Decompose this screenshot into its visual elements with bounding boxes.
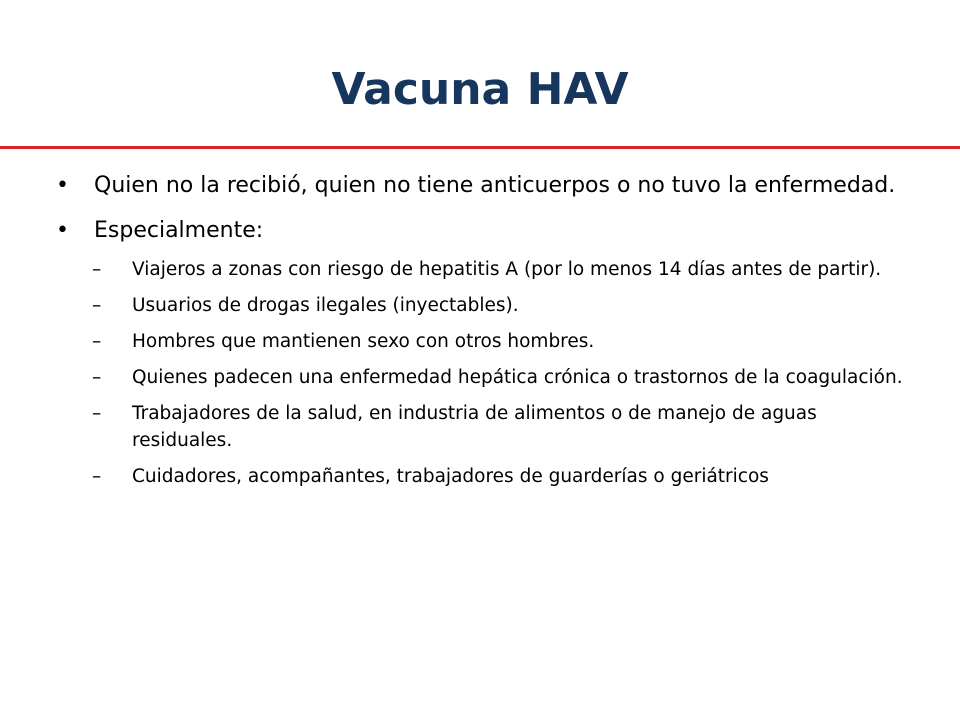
sub-bullet-msm [92,328,916,355]
bullet-dot-icon: • [56,218,69,243]
bullet-text: Especialmente: [94,218,264,243]
sub-bullet-text: Viajeros a zonas con riesgo de hepatitis A (por lo menos 14 días antes de partir). [132,259,882,280]
sub-bullet-liver-disease [92,364,916,391]
bullet-item-eligibility [56,170,916,201]
sub-bullet-caregivers [92,463,916,490]
sub-bullet-travelers [92,256,916,283]
en-dash-icon: – [92,295,102,316]
en-dash-icon: – [92,259,102,280]
bullet-dot-icon: • [56,173,69,198]
sub-bullet-text: Quienes padecen una enfermedad hepática crónica o trastornos de la coagulación. [132,367,903,388]
title-divider [0,146,960,149]
slide-title: Vacuna HAV [331,64,629,115]
sub-bullet-text: Hombres que mantienen sexo con otros hombres. [132,331,595,352]
bullet-item-especially [56,215,916,490]
en-dash-icon: – [92,403,102,424]
bullet-text: Quien no la recibió, quien no tiene anticuerpos o no tuvo la enfermedad. [94,173,896,198]
en-dash-icon: – [92,367,102,388]
sub-bullet-text: Trabajadores de la salud, en industria de alimentos o de manejo de aguas residuales. [132,403,817,451]
sub-bullet-workers [92,400,916,454]
sub-bullet-text: Usuarios de drogas ilegales (inyectables). [132,295,519,316]
en-dash-icon: – [92,331,102,352]
en-dash-icon: – [92,466,102,487]
sub-bullet-text: Cuidadores, acompañantes, trabajadores de guarderías o geriátricos [132,466,769,487]
slide-content [56,170,916,504]
bullet-list [56,170,916,490]
sub-bullet-list [92,256,916,490]
sub-bullet-drug-users [92,292,916,319]
